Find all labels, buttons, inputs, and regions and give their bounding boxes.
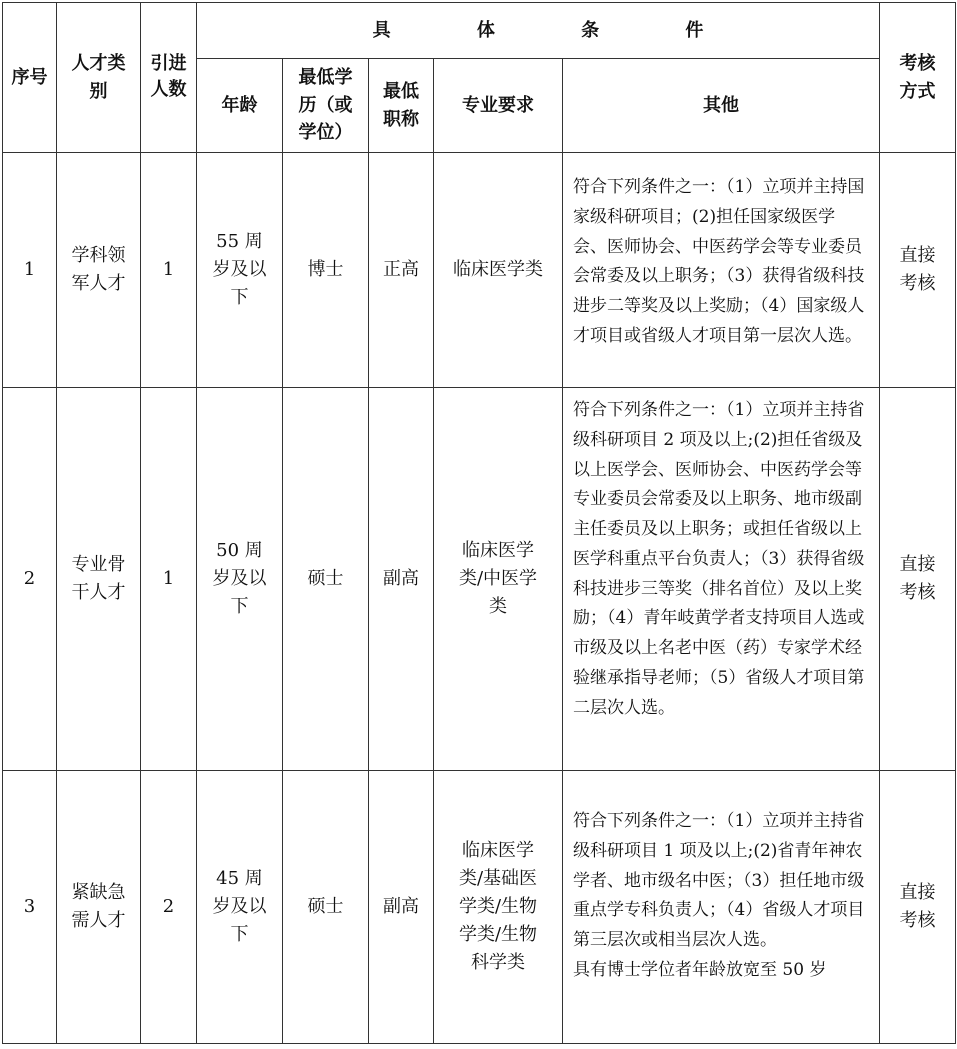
header-other: 其他 [563, 59, 880, 153]
cell-seq: 2 [3, 388, 57, 771]
cell-category: 学科领军人才 [57, 153, 141, 388]
cell-age: 55 周岁及以下 [197, 153, 283, 388]
talent-requirements-table [2, 2, 956, 1044]
cell-other: 符合下列条件之一：（1）立项并主持省级科研项目 2 项及以上;(2)担任省级及以上医学会、医师协会、中医药学会等专业委员会常委及以上职务、地市级副主任委员及以上职务；或担任省级以上医学科重点平台负责人；（3）获得省级科技进步三等奖（排名首位）及以上奖励；（4）青年岐黄学者支持项目人选或市级及以上名老中医（药）专家学术经验继承指导老师；（5）省级人才项目第二层次人选。 [563, 388, 880, 771]
header-seq: 序号 [3, 3, 57, 153]
cell-education: 硕士 [283, 771, 369, 1044]
cell-education: 博士 [283, 153, 369, 388]
header-count: 引进人数 [141, 3, 197, 153]
cell-count: 2 [141, 771, 197, 1044]
cell-assessment: 直接考核 [880, 771, 956, 1044]
header-category: 人才类别 [57, 3, 141, 153]
cell-major: 临床医学类/中医学类 [434, 388, 563, 771]
cell-assessment: 直接考核 [880, 153, 956, 388]
table-row [3, 153, 956, 388]
cell-age: 50 周岁及以下 [197, 388, 283, 771]
cell-seq: 1 [3, 153, 57, 388]
cell-major: 临床医学类/基础医学类/生物学类/生物科学类 [434, 771, 563, 1044]
cell-other [563, 771, 880, 1044]
table-row [3, 388, 956, 771]
cell-title: 副高 [369, 771, 434, 1044]
cell-assessment: 直接考核 [880, 388, 956, 771]
cell-title: 正高 [369, 153, 434, 388]
cell-seq: 3 [3, 771, 57, 1044]
table-row [3, 771, 956, 1044]
header-age: 年龄 [197, 59, 283, 153]
cell-category: 专业骨干人才 [57, 388, 141, 771]
cell-count: 1 [141, 388, 197, 771]
header-assessment: 考核方式 [880, 3, 956, 153]
cell-major: 临床医学类 [434, 153, 563, 388]
header-conditions: 具 体 条 件 [197, 3, 880, 59]
header-title: 最低职称 [369, 59, 434, 153]
cell-count: 1 [141, 153, 197, 388]
header-education: 最低学历（或学位） [283, 59, 369, 153]
cell-other-text: 符合下列条件之一：（1）立项并主持省级科研项目 1 项及以上;(2)省青年神农学者、地市级名中医；（3）担任地市级重点学专科负责人；（4）省级人才项目第三层次或相当层次人选。 [573, 811, 865, 950]
cell-title: 副高 [369, 388, 434, 771]
header-row-top [3, 3, 956, 59]
cell-age: 45 周岁及以下 [197, 771, 283, 1044]
cell-education: 硕士 [283, 388, 369, 771]
cell-category: 紧缺急需人才 [57, 771, 141, 1044]
cell-other: 符合下列条件之一：（1）立项并主持国家级科研项目；(2)担任国家级医学会、医师协会、中医药学会等专业委员会常委及以上职务；（3）获得省级科技进步二等奖及以上奖励；（4）国家级人才项目或省级人才项目第一层次人选。 [563, 153, 880, 388]
header-major: 专业要求 [434, 59, 563, 153]
cell-other-note: 具有博士学位者年龄放宽至 50 岁 [573, 959, 827, 980]
